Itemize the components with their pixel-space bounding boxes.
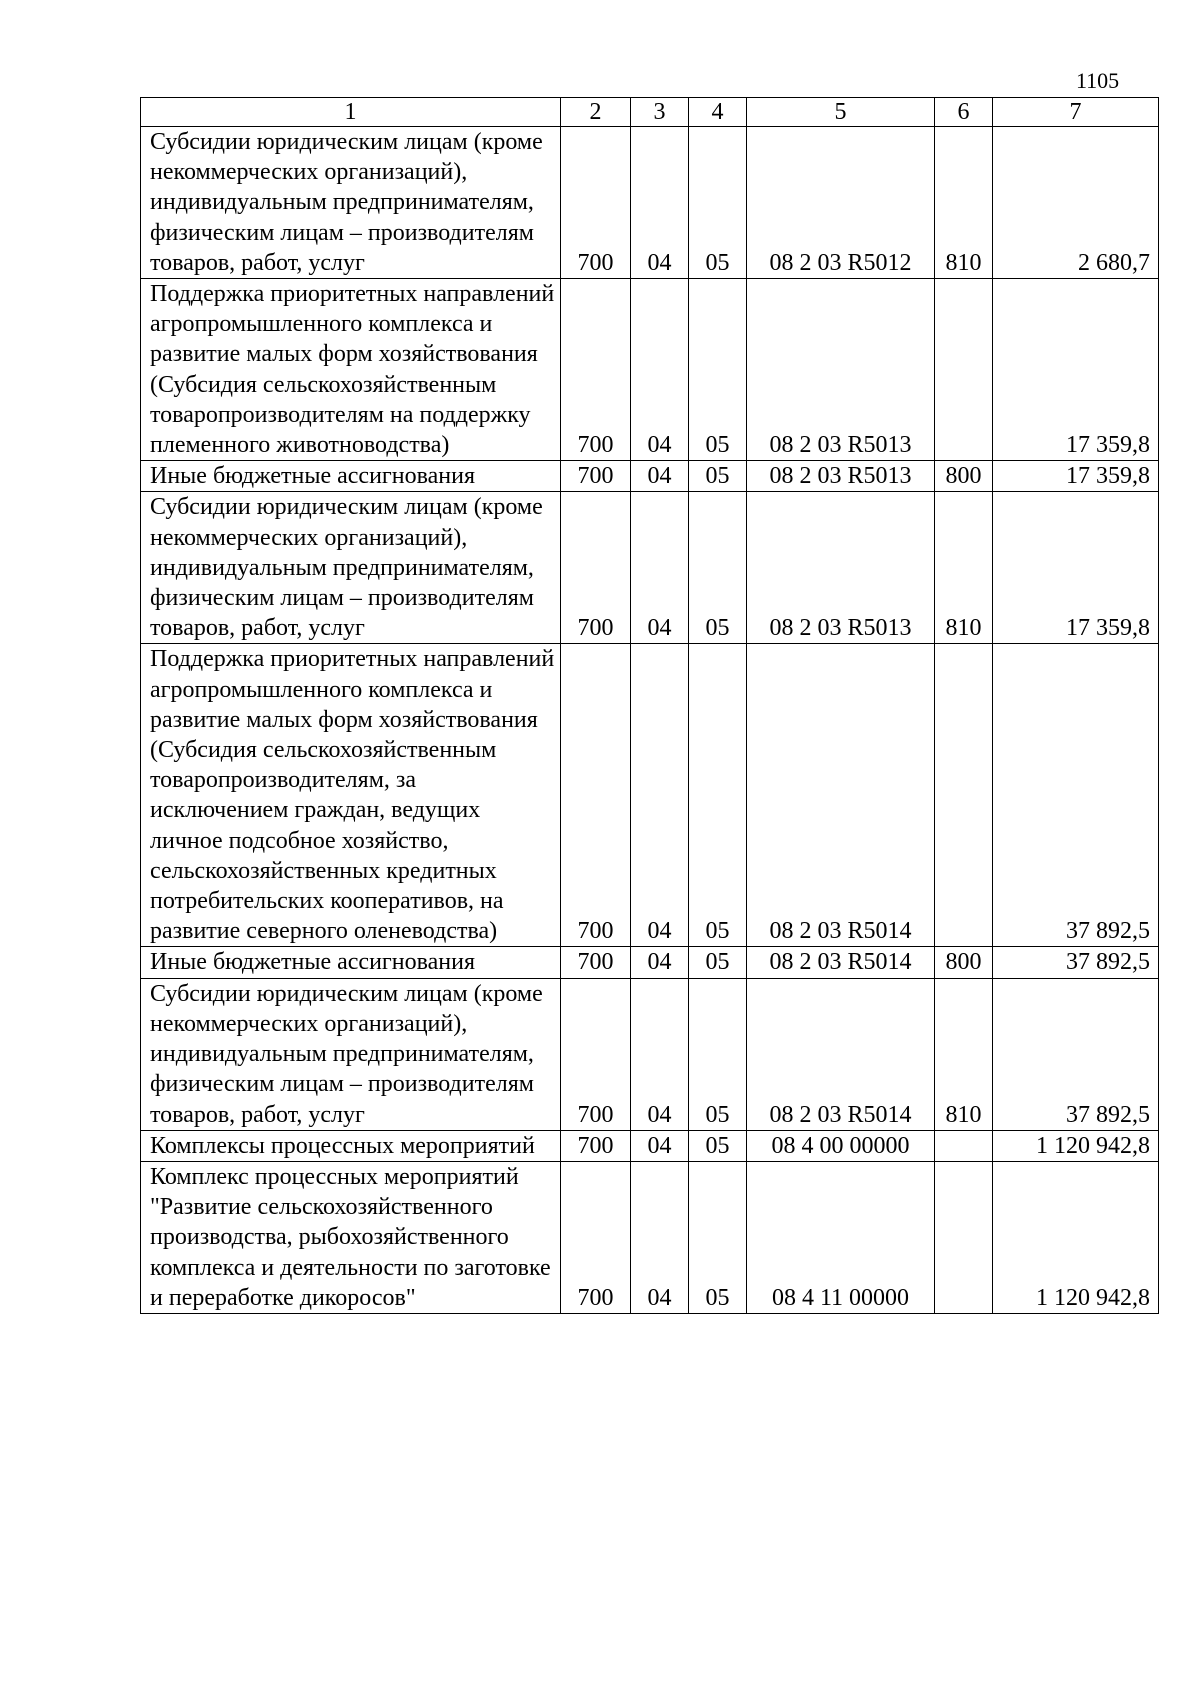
cell-col4: 05 [689, 127, 747, 279]
cell-col5: 08 2 03 R5013 [747, 279, 935, 461]
cell-col4: 05 [689, 644, 747, 947]
row-name: Субсидии юридическим лицам (кроме некоммерческих организаций), индивидуальным предпринимателям, физическим лицам – производителям товаров, работ, услуг [141, 492, 561, 644]
cell-col4: 05 [689, 1161, 747, 1313]
cell-col6 [935, 1161, 993, 1313]
cell-amount: 17 359,8 [993, 279, 1159, 461]
row-name: Поддержка приоритетных направлений агропромышленного комплекса и развитие малых форм хозяйствования (Субсидия сельскохозяйственным товаропроизводителям на поддержку племенного животноводства) [141, 279, 561, 461]
table-header-row [141, 98, 1159, 127]
table-row [141, 492, 1159, 644]
column-header: 1 [141, 98, 561, 127]
row-name: Иные бюджетные ассигнования [141, 947, 561, 978]
cell-col6: 810 [935, 492, 993, 644]
cell-col4: 05 [689, 947, 747, 978]
cell-col2: 700 [561, 1130, 631, 1161]
cell-col2: 700 [561, 461, 631, 492]
table-row [141, 127, 1159, 279]
row-name: Субсидии юридическим лицам (кроме некоммерческих организаций), индивидуальным предпринимателям, физическим лицам – производителям товаров, работ, услуг [141, 978, 561, 1130]
cell-col3: 04 [631, 644, 689, 947]
cell-col3: 04 [631, 461, 689, 492]
page-number: 1105 [1076, 68, 1120, 93]
cell-amount: 17 359,8 [993, 461, 1159, 492]
table-row [141, 644, 1159, 947]
cell-col3: 04 [631, 947, 689, 978]
cell-col5: 08 2 03 R5012 [747, 127, 935, 279]
cell-col3: 04 [631, 492, 689, 644]
cell-col3: 04 [631, 978, 689, 1130]
cell-col6: 800 [935, 947, 993, 978]
cell-col2: 700 [561, 644, 631, 947]
cell-col5: 08 2 03 R5014 [747, 978, 935, 1130]
column-header: 6 [935, 98, 993, 127]
cell-col5: 08 2 03 R5013 [747, 492, 935, 644]
cell-col2: 700 [561, 279, 631, 461]
row-name: Комплекс процессных мероприятий "Развитие сельскохозяйственного производства, рыбохозяйственного комплекса и деятельности по заготовке и переработке дикоросов" [141, 1161, 561, 1313]
cell-col4: 05 [689, 978, 747, 1130]
row-name: Иные бюджетные ассигнования [141, 461, 561, 492]
cell-amount: 17 359,8 [993, 492, 1159, 644]
cell-col6 [935, 279, 993, 461]
cell-col4: 05 [689, 492, 747, 644]
cell-col6 [935, 1130, 993, 1161]
cell-col5: 08 4 00 00000 [747, 1130, 935, 1161]
row-name: Комплексы процессных мероприятий [141, 1130, 561, 1161]
cell-col3: 04 [631, 127, 689, 279]
cell-amount: 1 120 942,8 [993, 1161, 1159, 1313]
cell-col3: 04 [631, 1161, 689, 1313]
cell-amount: 2 680,7 [993, 127, 1159, 279]
column-header: 2 [561, 98, 631, 127]
cell-col6: 810 [935, 978, 993, 1130]
cell-col2: 700 [561, 492, 631, 644]
column-header: 5 [747, 98, 935, 127]
table-row [141, 1130, 1159, 1161]
cell-amount: 37 892,5 [993, 978, 1159, 1130]
cell-col3: 04 [631, 1130, 689, 1161]
cell-amount: 37 892,5 [993, 644, 1159, 947]
cell-col4: 05 [689, 279, 747, 461]
column-header: 7 [993, 98, 1159, 127]
cell-col6: 800 [935, 461, 993, 492]
column-header: 4 [689, 98, 747, 127]
table-row [141, 947, 1159, 978]
row-name: Поддержка приоритетных направлений агропромышленного комплекса и развитие малых форм хозяйствования (Субсидия сельскохозяйственным товаропроизводителям, за исключением граждан, ведущих личное подсобное хозяйство, сельскохозяйственных кредитных потребительских кооперативов, на развитие северного оленеводства) [141, 644, 561, 947]
cell-amount: 37 892,5 [993, 947, 1159, 978]
cell-col4: 05 [689, 1130, 747, 1161]
cell-col6 [935, 644, 993, 947]
cell-col5: 08 4 11 00000 [747, 1161, 935, 1313]
row-name: Субсидии юридическим лицам (кроме некоммерческих организаций), индивидуальным предпринимателям, физическим лицам – производителям товаров, работ, услуг [141, 127, 561, 279]
cell-col2: 700 [561, 127, 631, 279]
table-row [141, 1161, 1159, 1313]
cell-col4: 05 [689, 461, 747, 492]
cell-col2: 700 [561, 947, 631, 978]
cell-col3: 04 [631, 279, 689, 461]
cell-col2: 700 [561, 1161, 631, 1313]
table-row [141, 978, 1159, 1130]
cell-col2: 700 [561, 978, 631, 1130]
cell-col5: 08 2 03 R5013 [747, 461, 935, 492]
table-row [141, 279, 1159, 461]
table-row [141, 461, 1159, 492]
cell-col5: 08 2 03 R5014 [747, 644, 935, 947]
cell-amount: 1 120 942,8 [993, 1130, 1159, 1161]
cell-col6: 810 [935, 127, 993, 279]
budget-table [140, 97, 1159, 1314]
cell-col5: 08 2 03 R5014 [747, 947, 935, 978]
column-header: 3 [631, 98, 689, 127]
